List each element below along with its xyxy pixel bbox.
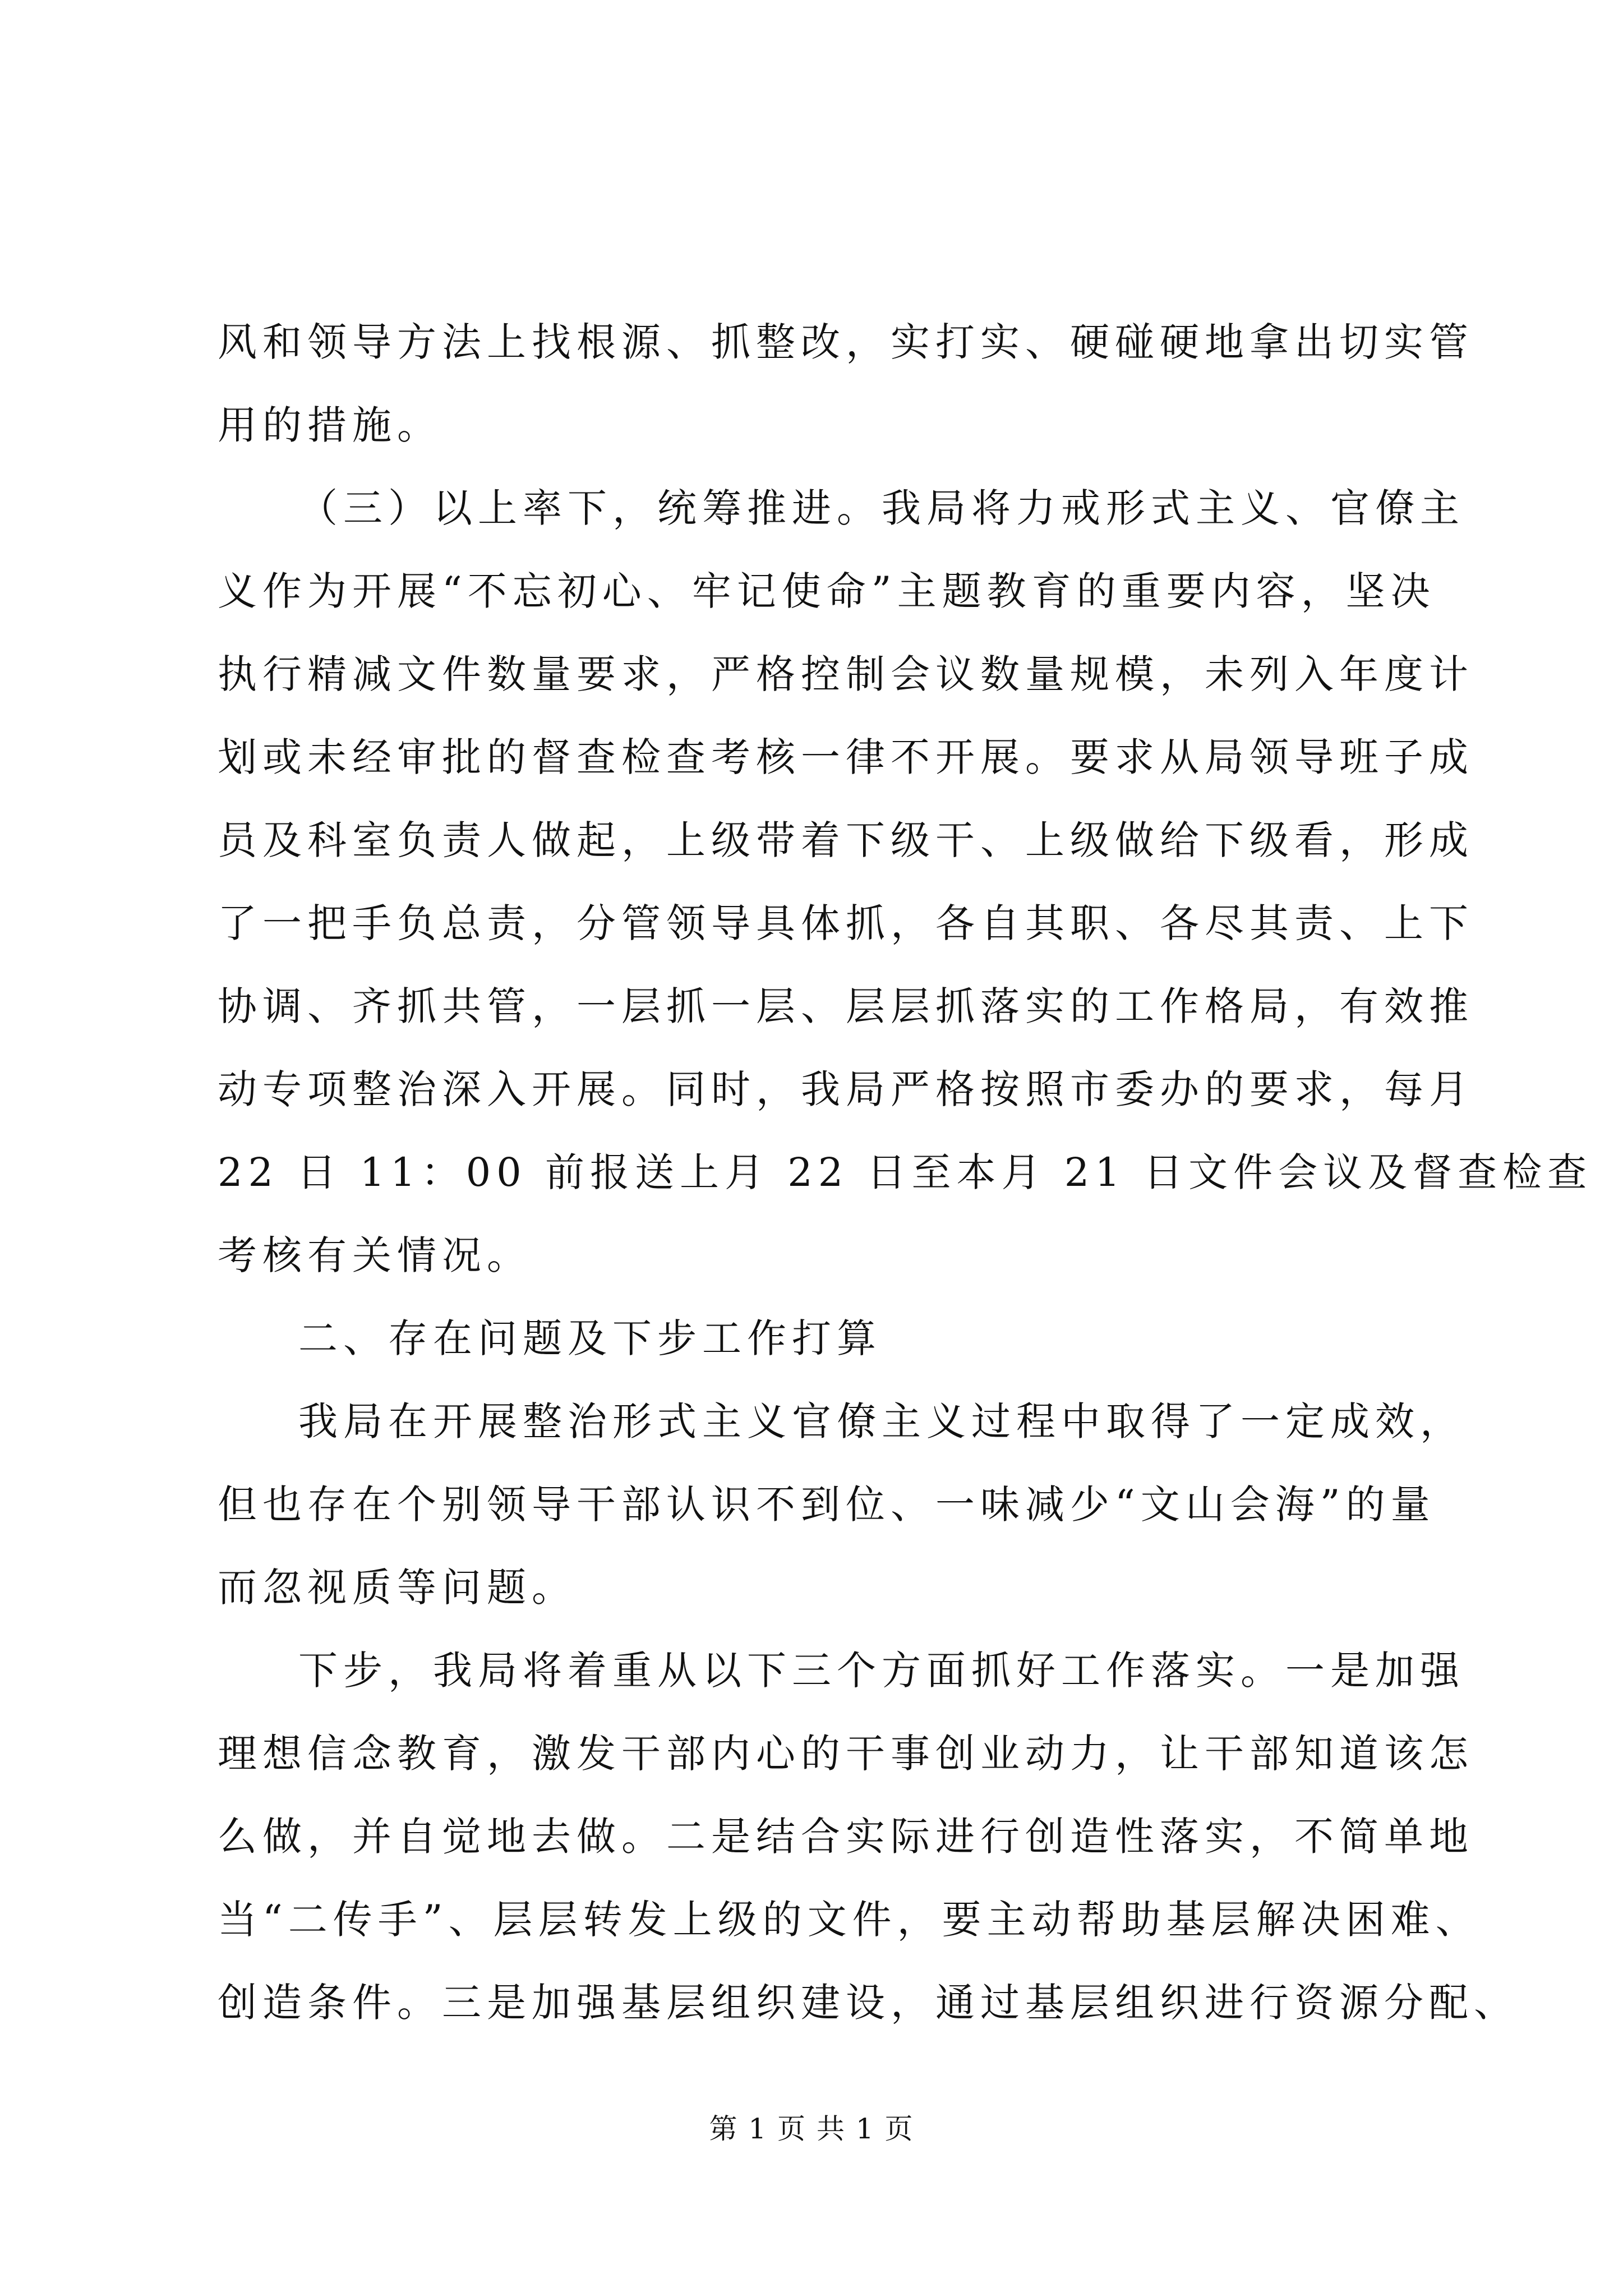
text-line: 而忽视质等问题。 <box>218 1565 577 1611</box>
text-line: 划或未经审批的督查检查考核一律不开展。要求从局领导班子成 <box>218 734 1474 780</box>
page-footer: 第 1 页 共 1 页 <box>709 2113 914 2145</box>
text-line: 风和领导方法上找根源、抓整改，实打实、硬碰硬地拿出切实管 <box>218 319 1474 365</box>
text-line: （三）以上率下，统筹推进。我局将力戒形式主义、官僚主 <box>298 485 1465 531</box>
text-line: 下步，我局将着重从以下三个方面抓好工作落实。一是加强 <box>298 1648 1465 1694</box>
text-line: 协调、齐抓共管，一层抓一层、层层抓落实的工作格局，有效推 <box>218 983 1474 1029</box>
text-line: 22 日 11：00 前报送上月 22 日至本月 21 日文件会议及督查检查 <box>218 1149 1593 1195</box>
text-line: 了一把手负总责，分管领导具体抓，各自其职、各尽其责、上下 <box>218 900 1474 946</box>
text-line: 创造条件。三是加强基层组织建设，通过基层组织进行资源分配、 <box>218 1980 1519 2026</box>
text-line: 执行精减文件数量要求，严格控制会议数量规模，未列入年度计 <box>218 651 1474 697</box>
text-line: 理想信念教育，激发干部内心的干事创业动力，让干部知道该怎 <box>218 1731 1474 1777</box>
text-line: 用的措施。 <box>218 402 442 448</box>
text-line: 但也存在个别领导干部认识不到位、一味减少“文山会海”的量 <box>218 1481 1436 1527</box>
text-line: 义作为开展“不忘初心、牢记使命”主题教育的重要内容，坚决 <box>218 568 1436 614</box>
text-line: 当“二传手”、层层转发上级的文件，要主动帮助基层解决困难、 <box>218 1897 1481 1943</box>
text-line: 考核有关情况。 <box>218 1232 532 1278</box>
text-line: 我局在开展整治形式主义官僚主义过程中取得了一定成效， <box>298 1398 1465 1444</box>
section-heading: 二、存在问题及下步工作打算 <box>298 1315 882 1361</box>
document-body <box>218 301 1593 2044</box>
text-line: 么做，并自觉地去做。二是结合实际进行创造性落实，不简单地 <box>218 1814 1474 1860</box>
text-line: 员及科室负责人做起，上级带着下级干、上级做给下级看，形成 <box>218 817 1474 863</box>
text-line: 动专项整治深入开展。同时，我局严格按照市委办的要求，每月 <box>218 1066 1474 1112</box>
